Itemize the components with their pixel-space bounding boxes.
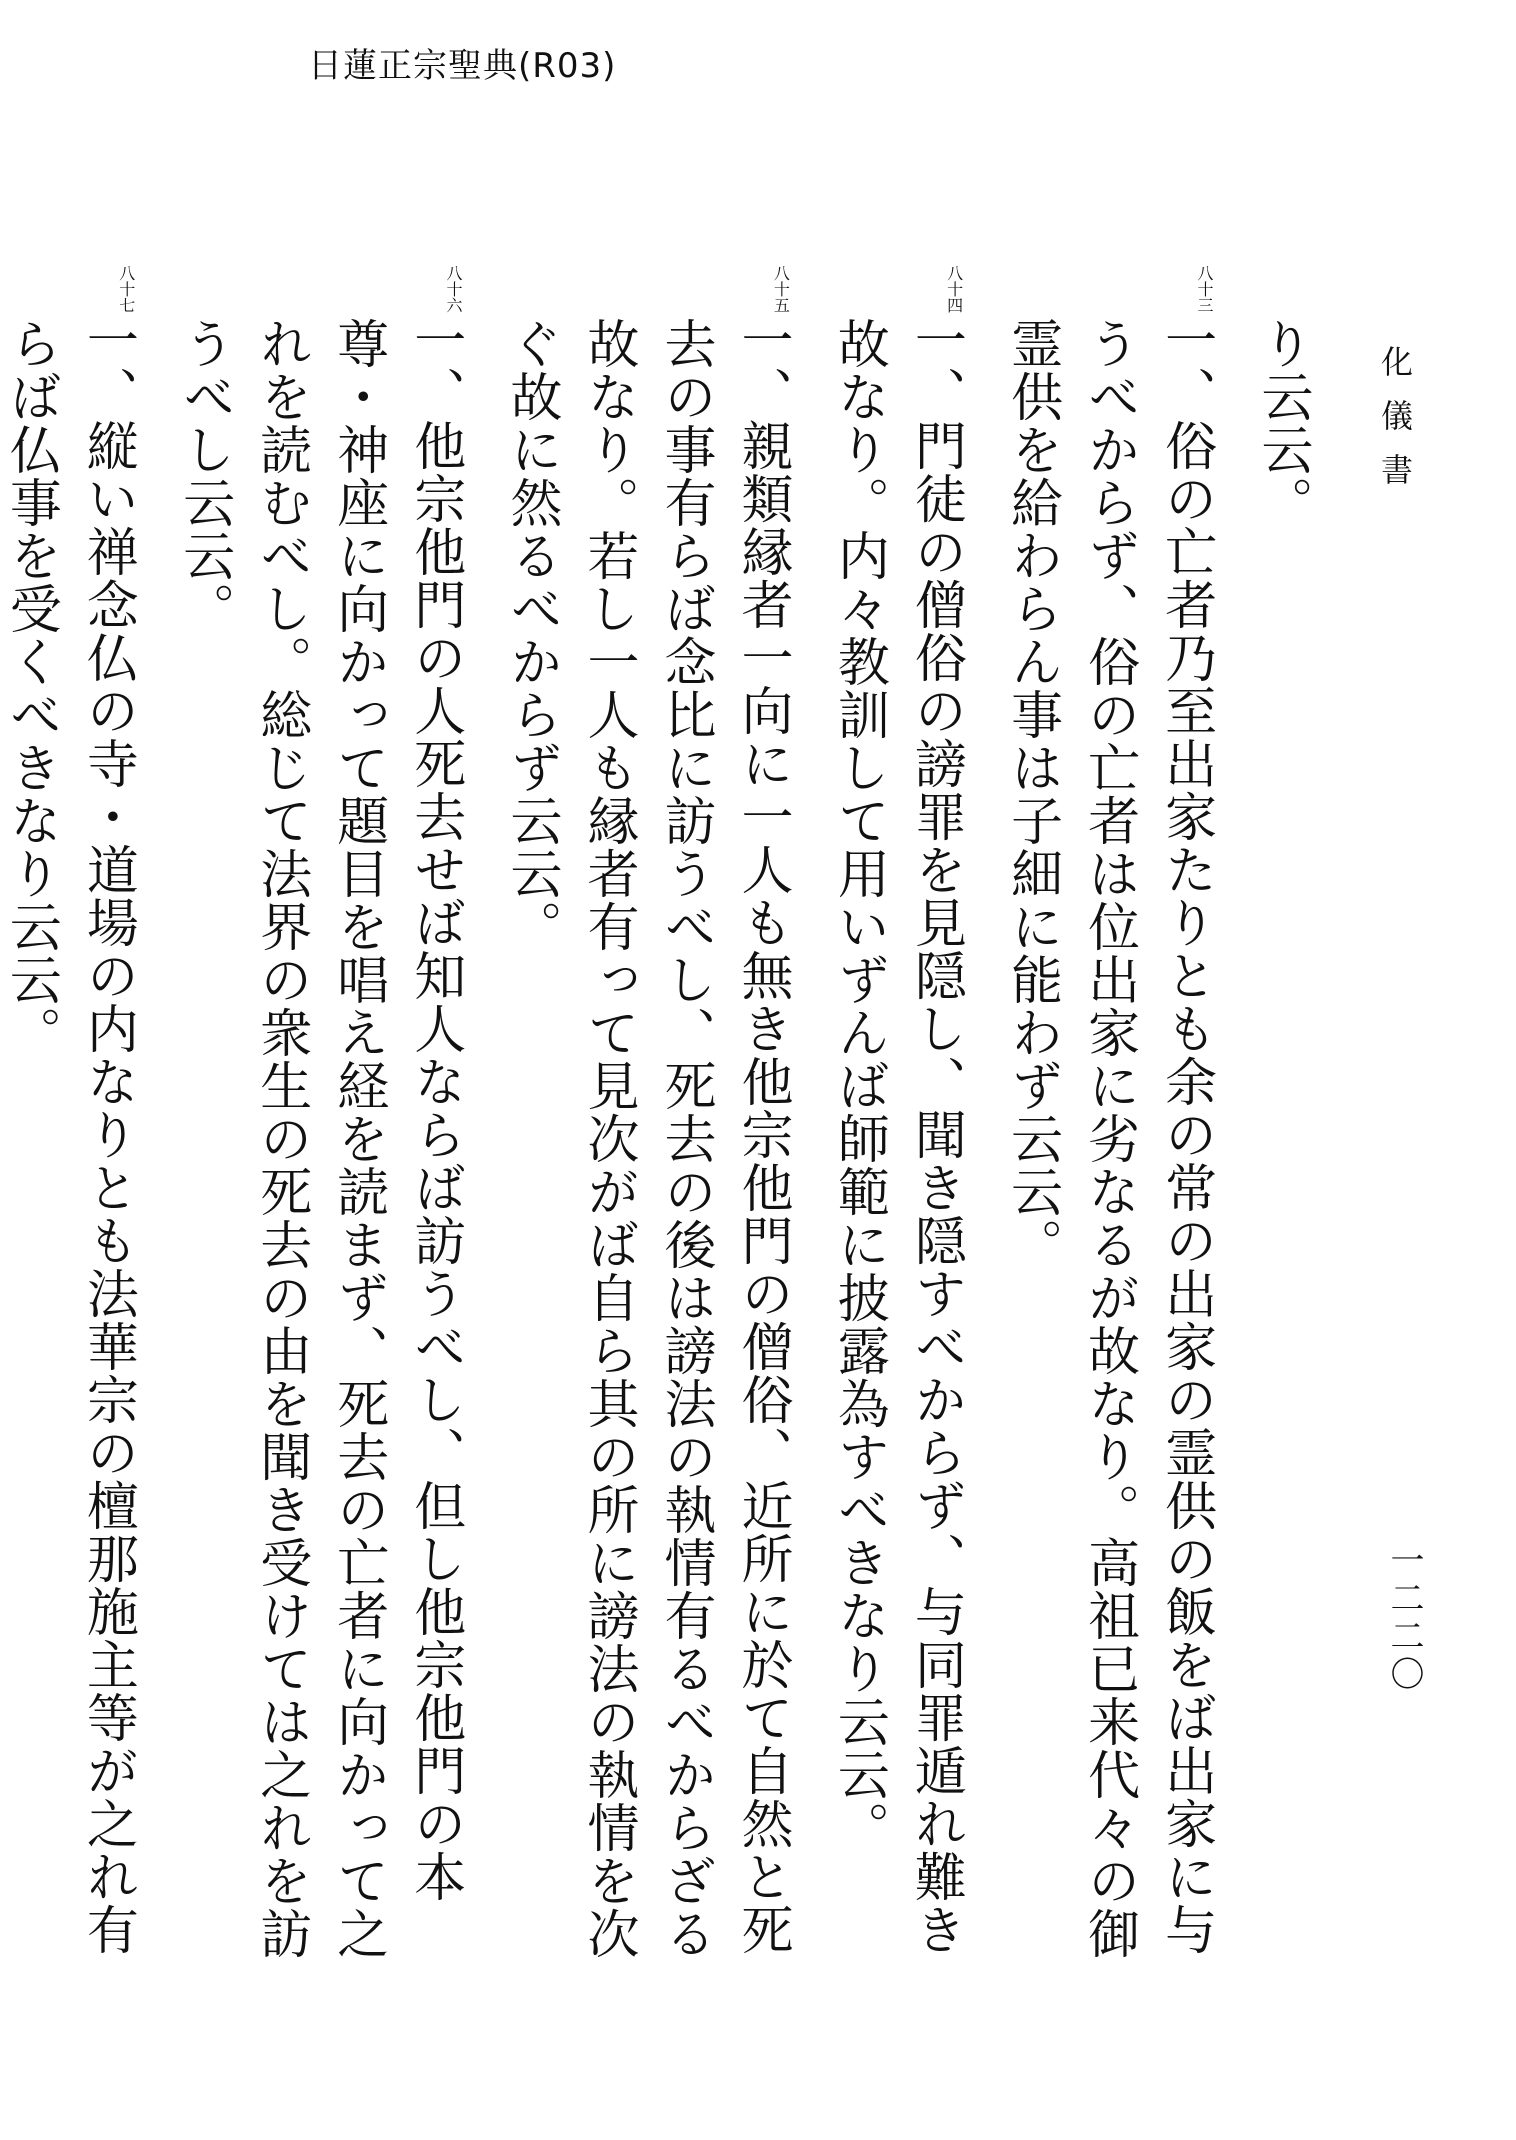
line-text: 一、縦い禅念仏の寺・道場の内なりとも法華宗の檀那施主等が之れ有らば仏事を受くべきなり云云。 [0, 313, 138, 1956]
header-title: 日蓮正宗聖典(R03) [308, 46, 617, 86]
text-line-4 [165, 265, 492, 1985]
page-number: 一二二〇 [1384, 1542, 1424, 1694]
line-text: 一、他宗他門の人死去せば知人ならば訪うべし、但し他宗他門の本尊・神座に向かって題目を唱え経を読まず、死去の亡者に向かって之れを読むべし。総じて法界の衆生の死去の由を聞き受けては之れを訪うべし云云。 [173, 313, 465, 1960]
text-line-5 [0, 265, 165, 1985]
line-text: り云云。 [1252, 317, 1312, 529]
item-number: 八十四 [944, 265, 964, 313]
body-text [0, 265, 1320, 1985]
item-number: 八十七 [116, 265, 136, 313]
item-number: 八十三 [1195, 265, 1214, 313]
running-head: 化儀書 [1376, 345, 1414, 507]
text-line-3 [492, 265, 819, 1985]
text-line-2 [819, 265, 992, 1985]
text-line-1 [993, 265, 1243, 1985]
text-line-0 [1243, 265, 1320, 1985]
line-text: 一、俗の亡者乃至出家たりとも余の常の出家の霊供の飯をば出家に与うべからず、俗の亡者は位出家に劣なるが故なり。高祖已来代々の御霊供を給わらん事は子細に能わず云云。 [1001, 313, 1216, 1960]
line-text: 一、親類縁者一向に一人も無き他宗他門の僧俗、近所に於て自然と死去の事有らば念比に訪うべし、死去の後は謗法の執情有るべからざる故なり。若し一人も縁者有って見次がば自ら其の所に謗法の執情を次ぐ故に然るべからず云云。 [501, 313, 793, 1960]
line-text: 一、門徒の僧俗の謗罪を見隠し、聞き隠すべからず、与同罪遁れ難き故なり。内々教訓して用いずんば師範に披露為すべきなり云云。 [828, 313, 966, 1956]
item-number: 八十五 [771, 265, 791, 313]
item-number: 八十六 [444, 265, 464, 313]
